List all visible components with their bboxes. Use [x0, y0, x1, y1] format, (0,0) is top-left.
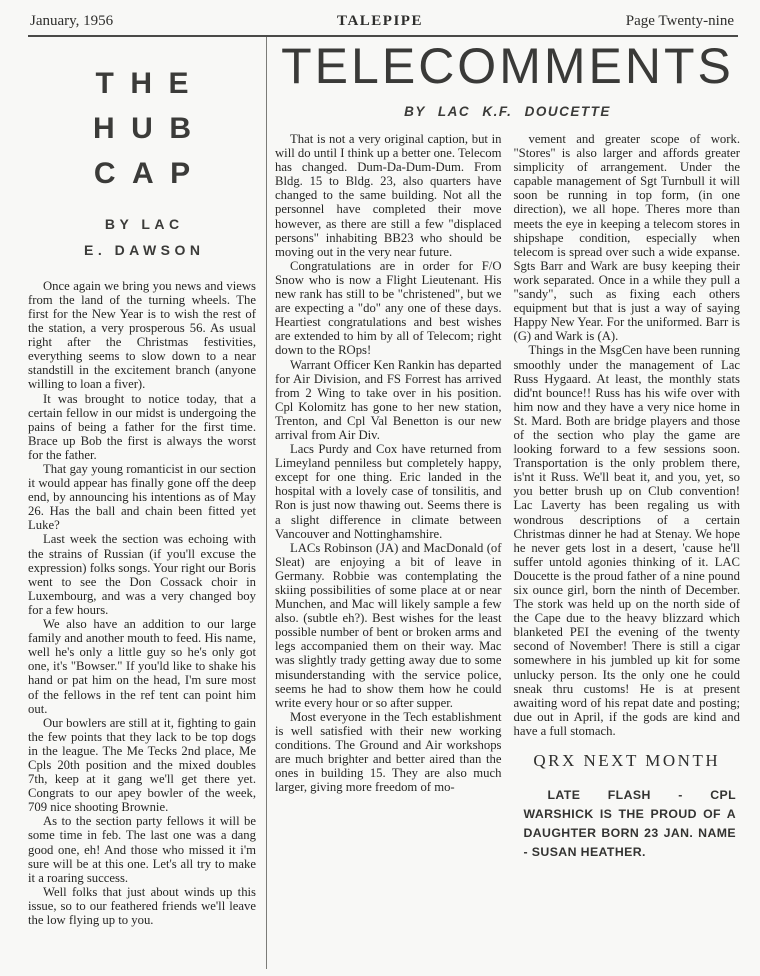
hubcap-title-line: HUB: [93, 112, 208, 145]
telecomments-title: TELECOMMENTS: [281, 38, 734, 94]
hubcap-title-line: CAP: [93, 157, 207, 190]
page-header: [0, 0, 760, 30]
hubcap-paragraph: That gay young romanticist in our section it would appear has finally gone off the deep end, by announcing his intentions as of May 26. Has the ball and chain been fitted yet Luke?: [28, 462, 256, 533]
telecomments-paragraph: LACs Robinson (JA) and MacDonald (of Sleat) are enjoying a bit of leave in Germany. Robbie was contemplating the skiing possibilities of some place at or near Munchen, and Mac will likely sample a few also. (subtle eh?). Best wishes for the least possible number of bent or broken arms and legs accompanied them on their way. Mac was slightly trady getting away due to some misunderstanding with the service police, seems he had to show them how he could write every hour or so after supper.: [275, 540, 502, 710]
telecomments-paragraph: Most everyone in the Tech establishment is well satisfied with their new working conditions. The Ground and Air workshops are much brighter and better aired than the ones in building 15. They are also much larger, giving more freedom of mo-: [275, 709, 502, 795]
hubcap-paragraph: Well folks that just about winds up this issue, so to our feathered friends we'll leave the low flying up to you.: [28, 884, 256, 927]
page-content: [0, 37, 760, 969]
telecomments-column-2: [514, 132, 741, 862]
issue-date: January, 1956: [30, 13, 114, 29]
hubcap-paragraph: Last week the section was echoing with the strains of Russian (if you'll excuse the expression) folks songs. Your right our Boris went to see the Don Cossack choir in Luxembourg, and was a very changed boy for a few hours.: [28, 532, 256, 617]
telecomments-columns: [275, 132, 740, 862]
telecomments-paragraph: Things in the MsgCen have been running smoothly under the management of Lac Russ Hygaard. At least, the monthly stats did'nt bounce!! Russ has his wife over with him now and they have a very nice home in St. Mard. Both are bridge players and those of the section who play the game are looking forward to a few sessions soon. Transportation is the only problem there, is'nt it Russ. We'll beat it, and you, yet, so you better brush up on Club convention! Lac Laverty has been regaling us with wondrous descriptions of a certain Christmas dinner he had at Stenay. We hope he never gets lost in a desert, 'cause he'll suffer untold agonies thinking of it. LAC Doucette is the proud father of a nine pound six ounce girl, born the ninth of December. The stork was held up on the north side of the Cape due to the heavy blizzard which blanketed PEI the evening of the twenty second of November! There is still a cigar somewhere in his jumbled up kit for some unlucky person. Its the only one he could sneak thru customs! He is at present awaiting word of his repat date and posting; due out in April, if the gods are kind and have a full stomach.: [513, 343, 740, 738]
hubcap-title-line: THE: [95, 67, 205, 100]
hubcap-byline-line: E. DAWSON: [84, 241, 205, 258]
qrx-next-month: QRX NEXT MONTH: [533, 751, 721, 771]
masthead-title: TALEPIPE: [337, 13, 423, 29]
telecomments-column-2-body: [514, 132, 741, 738]
hubcap-title: [28, 61, 256, 196]
page-number: Page Twenty-nine: [625, 13, 734, 29]
hubcap-byline-line: BY LAC: [104, 216, 184, 232]
hubcap-byline: [28, 212, 256, 264]
hubcap-column: [28, 37, 267, 969]
telecomments-byline: BY LAC K.F. DOUCETTE: [404, 104, 611, 119]
hubcap-paragraph: We also have an addition to our large family and another mouth to feed. His name, well he's only a little guy so he's only got one, it's "Bowser." If you'ld like to shake his hand or pat him on the head, I'm sure most of the fellows in the ref tent can point him out.: [28, 617, 256, 716]
hubcap-paragraph: As to the section party fellows it will be some time in feb. The last one was a dang good one, eh! And those who missed it i'm sure will be at this one. Let's all try to make it a roaring success.: [28, 814, 256, 885]
telecomments-paragraph: Warrant Officer Ken Rankin has departed for Air Division, and FS Forrest has arrived from 2 Wing to take over in his position. Cpl Kolomitz has gone to her new station, Trenton, and Cpl Val Benetton is our new arrival from Air Div.: [275, 357, 502, 442]
telecomments-paragraph: Lacs Purdy and Cox have returned from Limeyland penniless but completely happy, except for one thing. Eric landed in the hospital with a lovely case of tonsilitis, and Ron is just now thawing out. Seems there is a slight difference in climate between Vancouver and Nottinghamshire.: [275, 442, 502, 541]
hubcap-body: [28, 279, 256, 927]
hubcap-paragraph: Our bowlers are still at it, fighting to gain the few points that they lack to be top dogs in the league. The Me Tecks 2nd place, Me Cpls 20th position and the mixed doubles 7th, keep at it gang we'll get there yet. Congrats to our apey bowler of the week, 709 nice shooting Brownie.: [28, 715, 256, 815]
telecomments-section: [267, 37, 740, 969]
telecomments-paragraph: Congratulations are in order for F/O Snow who is now a Flight Lieutenant. His new rank has still to be "christened", but we are expecting a "do" any one of these days. Heartiest congratulations and best wishes are extended to him by all of Telecom; right down to the ROps!: [275, 258, 502, 358]
telecomments-column-1: [275, 132, 502, 862]
hubcap-paragraph: Once again we bring you news and views from the land of the turning wheels. The first for the New Year is to wish the rest of the station, a very prosperous 56. As usual right after the Christmas festivities, everything seems to slow down to a near standstill in the excitement branch (anyone willing to loan a fiver).: [28, 278, 256, 392]
hubcap-paragraph: It was brought to notice today, that a certain fellow in our midst is undergoing the pains of being a father for the first time. Brace up Bob the first is always the worst for the father.: [28, 391, 256, 462]
telecomments-paragraph: That is not a very original caption, but in will do until I think up a better one. Telecom has changed. Dum-Da-Dum-Dum. From Bldg. 15 to Bldg. 23, also quarters have changed to the same building. Not all the personnel have completed their move however, as there are still a few "displaced persons" inhabiting BB23 who should be moving out in the very near future.: [275, 132, 502, 259]
late-flash-notice: LATE FLASH - CPL WARSHICK IS THE PROUD OF A DAUGHTER BORN 23 JAN. NAME - SUSAN HEATHER.: [523, 788, 736, 860]
telecomments-paragraph: vement and greater scope of work. "Stores" is also larger and affords greater simplicity of arrangement. Under the capable management of Sgt Turnbull it will soon be running in top form, (in one direction), we all hope. Theres more than meets the eye in keeping a telecom stores in shipshape condition, especially when telecom is spread over such a wide expanse. Sgts Barr and Wark are busy keeping their work separated. Once in a while they pull a "sandy", such as fixing each others equipment but that is just a way of saying Happy New Year. For the uniformed. Barr is (G) and Wark is (A).: [513, 132, 740, 344]
